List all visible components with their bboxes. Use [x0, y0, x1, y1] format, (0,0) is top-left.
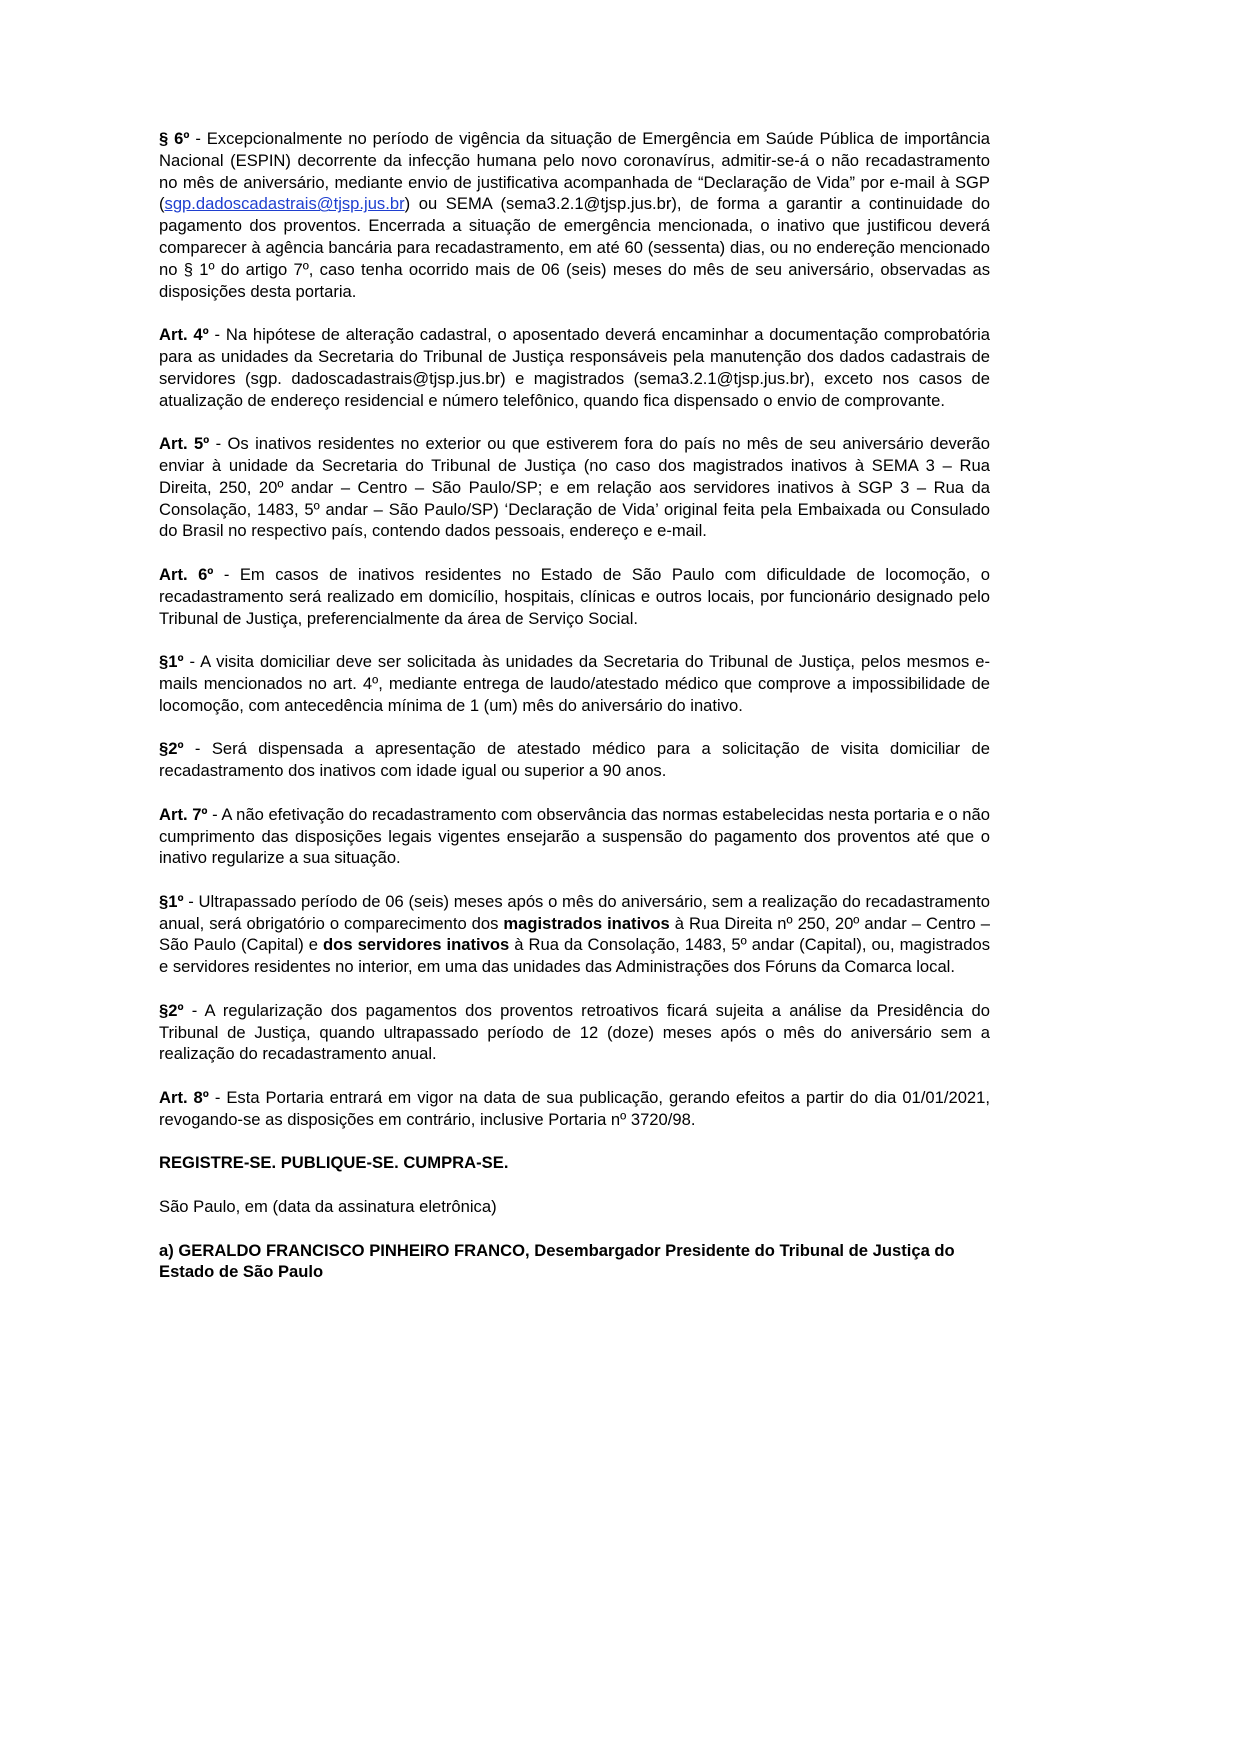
article-4 [159, 324, 990, 411]
paragraph-6 [159, 128, 990, 302]
article-7-label: Art. 7º [159, 804, 208, 824]
article-5-text: - Os inativos residentes no exterior ou que estiverem fora do país no mês de seu aniversário deverão enviar à unidade da Secretaria do Tribunal de Justiça (no caso dos magistrados inativos à SEMA 3 – Rua Direita, 250, 20º andar – Centro – São Paulo/SP; e em relação aos servidores inativos à SGP 3 – Rua da Consolação, 1483, 5º andar – São Paulo/SP) ‘Declaração de Vida’ original feita pela Embaixada ou Consulado do Brasil no respectivo país, contendo dados pessoais, endereço e e-mail. [159, 434, 990, 541]
sgp-email-link[interactable]: sgp.dadoscadastrais@tjsp.jus.br [164, 194, 405, 214]
article-7-section-2-text: - A regularização dos pagamentos dos proventos retroativos ficará sujeita a análise da Presidência do Tribunal de Justiça, quando ultrapassado período de 12 (doze) meses após o mês do aniversário sem a realização do recadastramento anual. [159, 1000, 990, 1064]
article-7-section-1-text-b: à Rua Direita nº 250, 20º andar – Centro – São Paulo (Capital) e [159, 913, 990, 955]
article-4-label: Art. 4º [159, 325, 209, 345]
article-6-label: Art. 6º [159, 564, 214, 584]
article-6-section-1 [159, 651, 990, 716]
signature: a) GERALDO FRANCISCO PINHEIRO FRANCO, Desembargador Presidente do Tribunal de Justiça do Estado de São Paulo [159, 1240, 955, 1282]
article-4-text: - Na hipótese de alteração cadastral, o aposentado deverá encaminhar a documentação comprobatória para as unidades da Secretaria do Tribunal de Justiça responsáveis pela manutenção dos dados cadastrais de servidores (sgp. dadoscadastrais@tjsp.jus.br) e magistrados (sema3.2.1@tjsp.jus.br), exceto nos casos de atualização de endereço residencial e número telefônico, quando fica dispensado o envio de comprovante. [159, 325, 990, 410]
article-6-section-2-text: - Será dispensada a apresentação de atestado médico para a solicitação de visita domiciliar de recadastramento dos inativos com idade igual ou superior a 90 anos. [159, 739, 990, 781]
article-8 [159, 1087, 990, 1131]
article-7-section-2-label: §2º [159, 1000, 184, 1020]
article-8-text: - Esta Portaria entrará em vigor na data de sua publicação, gerando efeitos a partir do dia 01/01/2021, revogando-se as disposições em contrário, inclusive Portaria nº 3720/98. [159, 1088, 990, 1129]
paragraph-6-text-a: - Excepcionalmente no período de vigência da situação de Emergência em Saúde Pública de importância Nacional (ESPIN) decorrente da infecção humana pelo novo coronavírus, admitir-se-á o não recadastramento no mês de aniversário, mediante envio de justificativa acompanhada de “Declaração de Vida” por e-mail à SGP ( [159, 129, 990, 214]
article-6-section-2 [159, 738, 990, 782]
article-7 [159, 804, 990, 869]
place-date: São Paulo, em (data da assinatura eletrônica) [159, 1197, 497, 1217]
article-7-section-2 [159, 1000, 990, 1065]
paragraph-6-text-b: ) ou SEMA (sema3.2.1@tjsp.jus.br), de forma a garantir a continuidade do pagamento dos proventos. Encerrada a situação de emergência mencionada, o inativo que justificou deverá comparecer à agência bancária para recadastramento, em até 60 (sessenta) dias, ou no endereção mencionado no § 1º do artigo 7º, caso tenha ocorrido mais de 06 (seis) meses do mês de seu aniversário, observadas as disposições desta portaria. [159, 194, 990, 301]
servidores-inativos-emphasis: dos servidores inativos [323, 935, 510, 955]
article-7-section-1-text-a: - Ultrapassado período de 06 (seis) meses após o mês do aniversário, sem a realização do recadastramento anual, será obrigatório o comparecimento dos [159, 891, 990, 933]
closing-register: REGISTRE-SE. PUBLIQUE-SE. CUMPRA-SE. [159, 1153, 509, 1173]
paragraph-6-label: § 6º [159, 129, 190, 148]
article-7-section-1 [159, 891, 990, 978]
article-7-section-1-label: §1º [159, 891, 184, 911]
article-7-section-1-text-c: à Rua da Consolação, 1483, 5º andar (Capital), ou, magistrados e servidores residentes no interior, em uma das unidades das Administrações dos Fóruns da Comarca local. [159, 935, 990, 977]
article-5-label: Art. 5º [159, 434, 210, 454]
article-8-label: Art. 8º [159, 1088, 209, 1108]
article-6 [159, 564, 990, 629]
magistrados-inativos-emphasis: magistrados inativos [503, 913, 670, 933]
document-page [159, 128, 990, 1305]
article-6-text: - Em casos de inativos residentes no Estado de São Paulo com dificuldade de locomoção, o recadastramento será realizado em domicílio, hospitais, clínicas e outros locais, por funcionário designado pelo Tribunal de Justiça, preferencialmente da área de Serviço Social. [159, 564, 990, 628]
article-6-section-1-label: §1º [159, 652, 184, 672]
article-5 [159, 433, 990, 542]
article-7-text: - A não efetivação do recadastramento com observância das normas estabelecidas nesta portaria e o não cumprimento das disposições legais vigentes ensejarão a suspensão do pagamento dos proventos até que o inativo regularize a sua situação. [159, 804, 990, 868]
article-6-section-2-label: §2º [159, 739, 184, 759]
article-6-section-1-text: - A visita domiciliar deve ser solicitada às unidades da Secretaria do Tribunal de Justiça, pelos mesmos e-mails mencionados no art. 4º, mediante entrega de laudo/atestado médico que comprove a impossibilidade de locomoção, com antecedência mínima de 1 (um) mês do aniversário do inativo. [159, 652, 990, 715]
